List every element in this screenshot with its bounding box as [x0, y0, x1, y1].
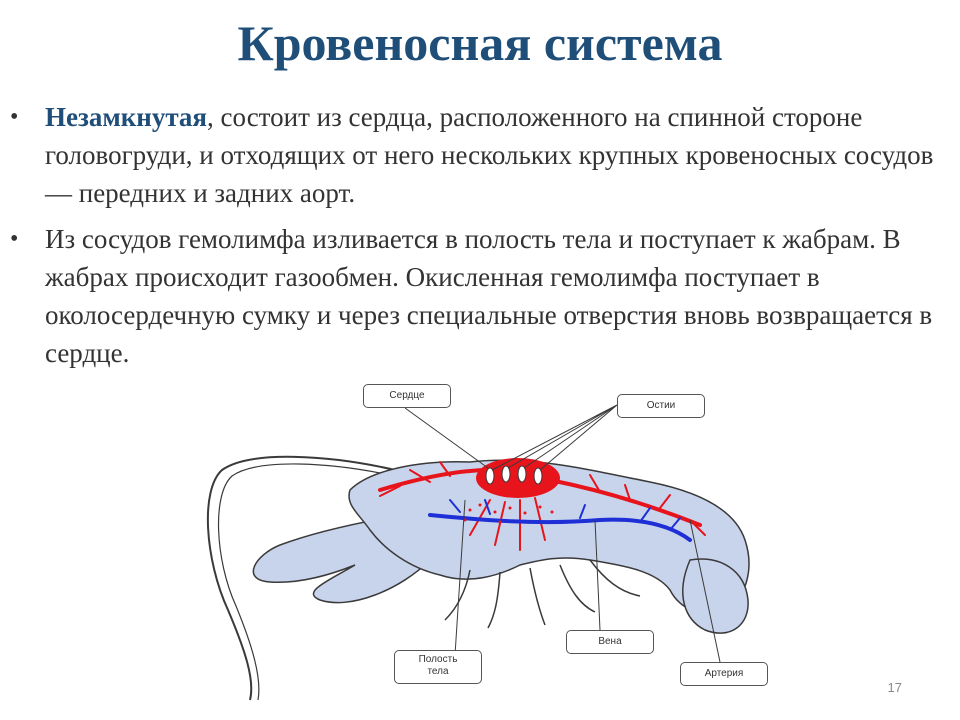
- heart-shape: [476, 458, 560, 498]
- slide-title: Кровеносная система: [237, 15, 723, 71]
- bullet-dot-icon: •: [10, 104, 19, 130]
- bullet-item: [10, 98, 955, 212]
- label-heart: Сердце: [363, 384, 451, 408]
- hemolymph-dots: [464, 504, 554, 524]
- bullet-dot-icon: •: [10, 226, 19, 252]
- label-body-cavity: Полость тела: [394, 650, 482, 684]
- walking-legs: [445, 560, 640, 628]
- label-ostia: Остии: [617, 394, 705, 418]
- page-number: 17: [887, 680, 902, 695]
- bullet-list: [10, 98, 955, 380]
- bullet-item: [10, 220, 955, 372]
- crayfish-body: [349, 460, 749, 614]
- antenna: [219, 464, 395, 700]
- ostia: [486, 466, 542, 484]
- bullet-text: , состоит из сердца, расположенного на спинной стороне головогруди, и отходящих от него нескольких крупных кровеносных сосудов — передних и задних аорт.: [45, 102, 934, 208]
- label-artery: Артерия: [680, 662, 768, 686]
- artery-system: [380, 462, 705, 550]
- tail-fan: [683, 559, 748, 633]
- bullet-highlight: Незамкнутая: [45, 102, 208, 132]
- vein-system: [430, 500, 690, 540]
- claw: [253, 512, 430, 603]
- label-vein: Вена: [566, 630, 654, 654]
- bullet-text: Из сосудов гемолимфа изливается в полость тела и поступает к жабрам. В жабрах происходит газообмен. Окисленная гемолимфа поступает в околосердечную сумку и через специальные отверстия вновь возвращается в сердце.: [45, 224, 933, 368]
- antenna: [208, 457, 395, 700]
- leader-lines: [405, 405, 720, 662]
